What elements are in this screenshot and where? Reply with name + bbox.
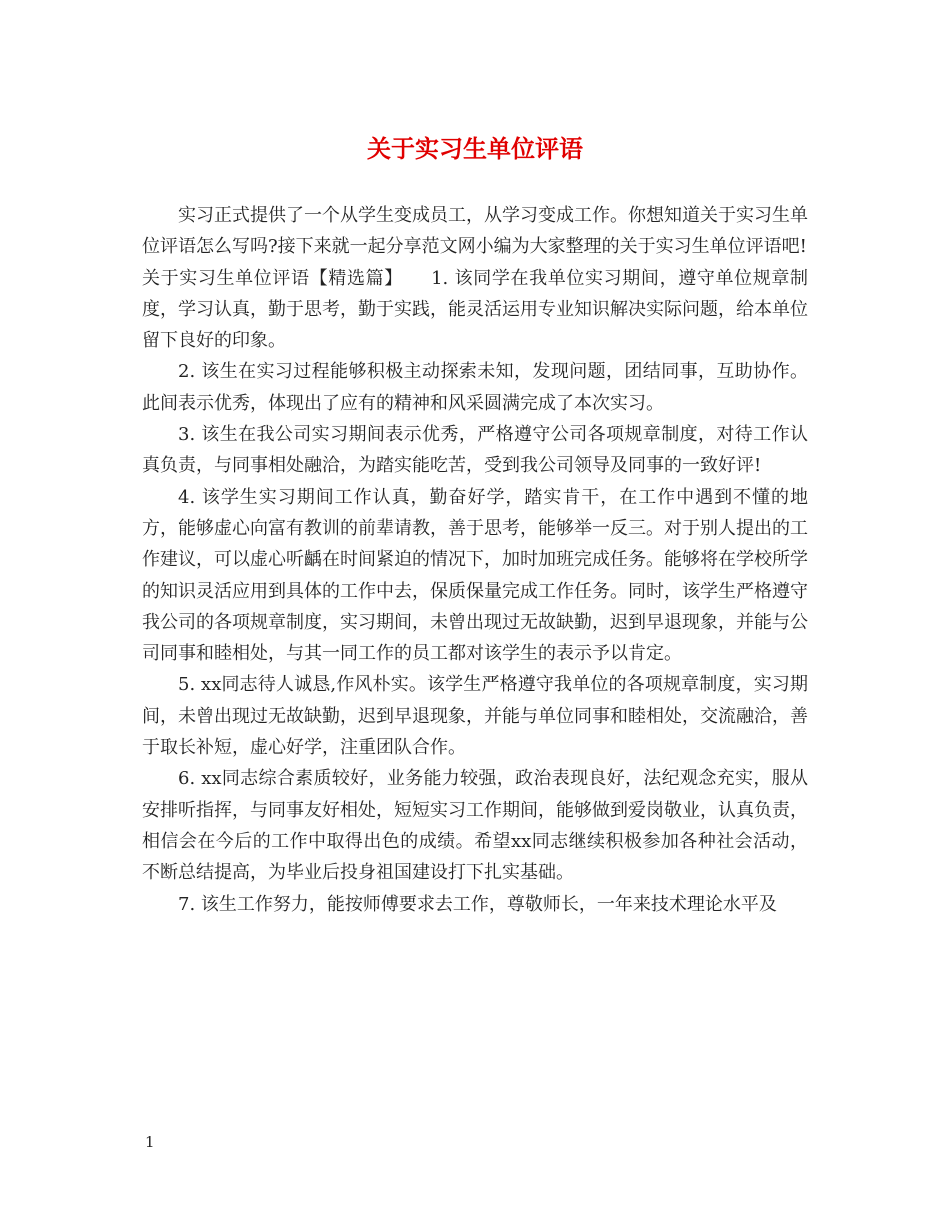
- page-number: 1: [145, 1133, 155, 1151]
- comment-paragraph-6: 6. xx同志综合素质较好，业务能力较强，政治表现良好，法纪观念充实，服从安排听指挥，与同事友好相处，短短实习工作期间，能够做到爱岗敬业，认真负责，相信会在今后的工作中取得出色的成绩。希望xx同志继续积极参加各种社会活动，不断总结提高，为毕业后投身祖国建设打下扎实基础。: [142, 768, 808, 884]
- comment-paragraph-1: 关于实习生单位评语【精选篇】 1. 该同学在我单位实习期间，遵守单位规章制度，学习认真，勤于思考，勤于实践，能灵活运用专业知识解决实际问题，给本单位留下良好的印象。: [142, 267, 808, 352]
- document-body: [142, 200, 808, 920]
- comment-paragraph-5: 5. xx同志待人诚恳,作风朴实。该学生严格遵守我单位的各项规章制度，实习期间，未曾出现过无故缺勤，迟到早退现象，并能与单位同事和睦相处，交流融洽，善于取长补短，虚心好学，注重团队合作。: [142, 674, 808, 759]
- document-title: 关于实习生单位评语: [367, 134, 583, 163]
- comment-paragraph-7: 7. 该生工作努力，能按师傅要求去工作，尊敬师长，一年来技术理论水平及: [178, 893, 777, 915]
- intro-paragraph: 实习正式提供了一个从学生变成员工，从学习变成工作。你想知道关于实习生单位评语怎么写吗?接下来就一起分享范文网小编为大家整理的关于实习生单位评语吧!: [142, 205, 808, 258]
- comment-paragraph-3: 3. 该生在我公司实习期间表示优秀，严格遵守公司各项规章制度，对待工作认真负责，与同事相处融洽，为踏实能吃苦，受到我公司领导及同事的一致好评!: [142, 424, 808, 477]
- comment-paragraph-4: 4. 该学生实习期间工作认真，勤奋好学，踏实肯干，在工作中遇到不懂的地方，能够虚心向富有教训的前辈请教，善于思考，能够举一反三。对于别人提出的工作建议，可以虚心听齲在时间紧迫的情况下，加时加班完成任务。能够将在学校所学的知识灵活应用到具体的工作中去，保质保量完成工作任务。同时，该学生严格遵守我公司的各项规章制度，实习期间，未曾出现过无故缺勤，迟到早退现象，并能与公司同事和睦相处，与其一同工作的员工都对该学生的表示予以肯定。: [142, 486, 808, 665]
- comment-paragraph-2: 2. 该生在实习过程能够积极主动探索未知，发现问题，团结同事，互助协作。此间表示优秀，体现出了应有的精神和风采圆满完成了本次实习。: [142, 361, 808, 414]
